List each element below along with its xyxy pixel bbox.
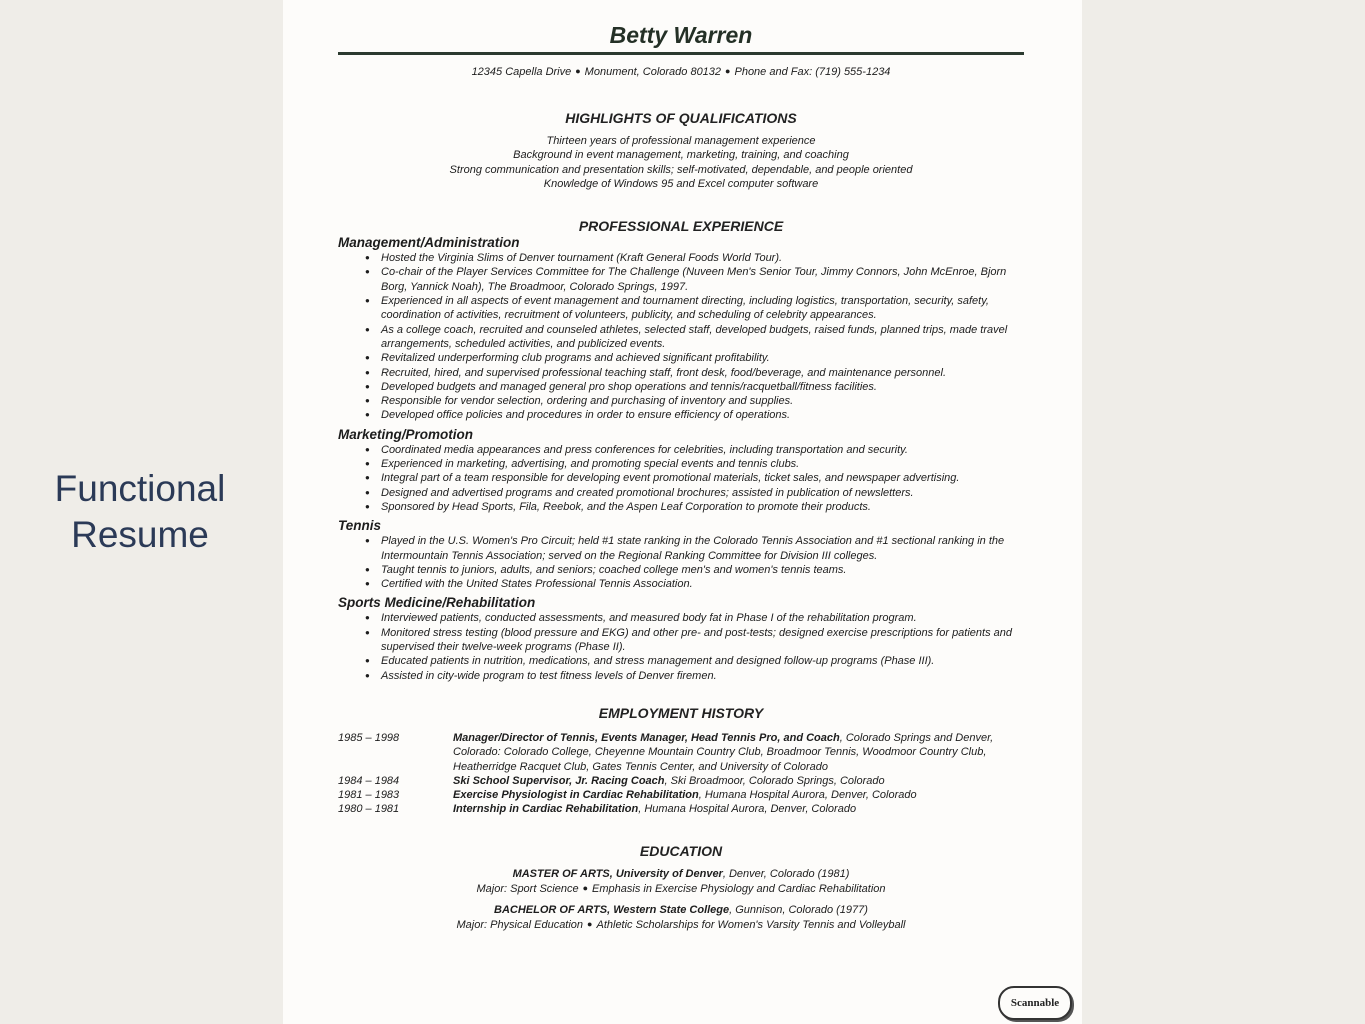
major-line	[338, 918, 1024, 933]
bullet-item: ● Played in the U.S. Women's Pro Circuit; held #1 state ranking in the Colorado Tennis Association and #1 sectional ranking in the Intermountain Tennis Association; served on the Regional Ranking Committee for Division III colleges.	[381, 534, 1024, 563]
bullet-list	[338, 534, 1024, 591]
employment-years: 1984 – 1984	[338, 774, 400, 787]
employment-details: , Colorado Springs and Denver, Colorado: Colorado College, Cheyenne Mountain Country Club, Broadmoor Tennis, Woodmoor Country Club, Heatherridge Racquet Club, Gates Tennis Center, and University of Colorado	[453, 731, 994, 773]
employment-text	[453, 802, 1024, 816]
category-heading: Marketing/Promotion	[338, 426, 474, 442]
degree-line	[338, 867, 1024, 882]
education-title: EDUCATION	[639, 842, 723, 859]
employment-years: 1980 – 1981	[338, 803, 400, 816]
degree-emphasis: Emphasis in Exercise Physiology and Cardiac Rehabilitation	[592, 882, 886, 895]
scannable-badge: Scannable	[998, 986, 1072, 1020]
bullet-icon: ●	[725, 66, 731, 76]
bullet-item: ● Interviewed patients, conducted assessments, and measured body fat in Phase I of the rehabilitation program.	[381, 611, 1024, 625]
bullet-item: ● Integral part of a team responsible for developing event promotional materials, ticket sales, and newspaper advertising.	[381, 471, 1024, 485]
resume-page	[283, 0, 1082, 1024]
bullet-item: ● Designed and advertised programs and created promotional brochures; assisted in publication of newsletters.	[381, 486, 1024, 500]
employment-position: Exercise Physiologist in Cardiac Rehabilitation	[453, 789, 699, 802]
category-heading: Management/Administration	[338, 235, 520, 251]
employment-position: Manager/Director of Tennis, Events Manager, Head Tennis Pro, and Coach	[453, 731, 840, 744]
contact-city: Monument, Colorado 80132	[584, 66, 722, 78]
employment-text	[453, 731, 1024, 774]
employment-details: , Humana Hospital Aurora, Denver, Colorado	[638, 803, 857, 816]
employment-years: 1985 – 1998	[338, 731, 400, 744]
employment-row	[338, 802, 1024, 816]
highlights-section	[338, 110, 1024, 191]
header-rule	[338, 52, 1024, 55]
bullet-icon: ●	[582, 882, 589, 893]
contact-address: 12345 Capella Drive	[471, 66, 572, 78]
resume-content	[338, 20, 1024, 933]
experience-title: PROFESSIONAL EXPERIENCE	[578, 218, 784, 235]
degree-name: MASTER OF ARTS, University of Denver	[512, 867, 723, 880]
highlight-item: Strong communication and presentation skills; self-motivated, dependable, and people oriented	[449, 163, 913, 176]
experience-section	[338, 218, 1024, 683]
resume-name: Betty Warren	[609, 22, 753, 48]
bullet-item: ● Revitalized underperforming club programs and achieved significant profitability.	[381, 351, 1024, 365]
degree-major: Major: Physical Education	[456, 918, 584, 931]
degree-location: , Denver, Colorado (1981)	[722, 867, 850, 880]
degree-location: , Gunnison, Colorado (1977)	[729, 903, 868, 916]
degree-emphasis: Athletic Scholarships for Women's Varsity Tennis and Volleyball	[596, 918, 906, 931]
slide-title: Functional Resume	[54, 468, 226, 555]
bullet-item: ● Developed budgets and managed general pro shop operations and tennis/racquetball/fitness facilities.	[381, 380, 1024, 394]
bullet-item: ● Responsible for vendor selection, ordering and purchasing of inventory and supplies.	[381, 394, 1024, 408]
bullet-item: ● Co-chair of the Player Services Committee for The Challenge (Nuveen Men's Senior Tour, Jimmy Connors, John McEnroe, Bjorn Borg, Yannick Noah), The Broadmoor, Colorado Springs, 1997.	[381, 265, 1024, 294]
degree-name: BACHELOR OF ARTS, Western State College	[494, 903, 730, 916]
category-heading: Sports Medicine/Rehabilitation	[338, 595, 536, 611]
bullet-item: ● Hosted the Virginia Slims of Denver tournament (Kraft General Foods World Tour).	[381, 251, 1024, 265]
employment-text	[453, 774, 1024, 788]
bullet-item: ● Educated patients in nutrition, medications, and stress management and designed follow-up programs (Phase III).	[381, 654, 1024, 668]
bullet-icon: ●	[587, 918, 593, 929]
bullet-item: ● Sponsored by Head Sports, Fila, Reebok, and the Aspen Leaf Corporation to promote their products.	[381, 500, 1024, 514]
highlight-item: Thirteen years of professional management experience	[546, 135, 816, 147]
highlight-item: Background in event management, marketing, training, and coaching	[513, 149, 849, 162]
highlight-item: Knowledge of Windows 95 and Excel computer software	[543, 177, 819, 190]
employment-position: Ski School Supervisor, Jr. Racing Coach	[453, 774, 665, 787]
bullet-item: ● Certified with the United States Professional Tennis Association.	[381, 577, 1024, 591]
bullet-list	[338, 251, 1024, 423]
bullet-item: ● Recruited, hired, and supervised professional teaching staff, front desk, food/beverage, and maintenance personnel.	[381, 366, 1024, 380]
employment-details: , Humana Hospital Aurora, Denver, Colorado	[698, 789, 917, 802]
bullet-list	[338, 611, 1024, 682]
bullet-item: ● Assisted in city-wide program to test fitness levels of Denver firemen.	[381, 669, 1024, 683]
bullet-item: ● Developed office policies and procedures in order to ensure efficiency of operations.	[381, 408, 1024, 422]
employment-section	[338, 705, 1024, 817]
bullet-item: ● As a college coach, recruited and counseled athletes, selected staff, developed budgets, raised funds, planned trips, made travel arrangements, scheduled activities, and publicized events.	[381, 323, 1024, 352]
employment-text	[453, 788, 1024, 802]
employment-list	[338, 731, 1024, 817]
bullet-icon: ●	[575, 66, 581, 76]
category-heading: Tennis	[338, 518, 382, 534]
degree-line	[338, 903, 1024, 918]
highlights-title: HIGHLIGHTS OF QUALIFICATIONS	[565, 110, 797, 126]
employment-row	[338, 788, 1024, 802]
bullet-item: ● Experienced in marketing, advertising, and promoting special events and tennis clubs.	[381, 457, 1024, 471]
bullet-item: ● Coordinated media appearances and press conferences for celebrities, including transportation and security.	[381, 443, 1024, 457]
degree-major: Major: Sport Science	[476, 882, 579, 895]
bullet-item: ● Experienced in all aspects of event management and tournament directing, including logistics, transportation, security, safety, coordination of activities, recruitment of volunteers, publicity, and scheduling of celebrity appearances.	[381, 294, 1024, 323]
employment-row	[338, 731, 1024, 774]
bullet-item: ● Taught tennis to juniors, adults, and seniors; coached college men's and women's tennis teams.	[381, 563, 1024, 577]
employment-years: 1981 – 1983	[338, 789, 400, 802]
education-section	[338, 843, 1024, 933]
major-line	[338, 882, 1024, 897]
contact-line	[338, 66, 1024, 78]
bullet-item: ● Monitored stress testing (blood pressure and EKG) and other pre- and post-tests; designed exercise prescriptions for patients and supervised their twelve-week programs (Phase II).	[381, 626, 1024, 655]
contact-phone: Phone and Fax: (719) 555-1234	[734, 66, 891, 78]
highlights-list	[338, 134, 1024, 191]
bullet-list	[338, 443, 1024, 514]
employment-details: , Ski Broadmoor, Colorado Springs, Colorado	[664, 774, 885, 787]
employment-position: Internship in Cardiac Rehabilitation	[453, 803, 639, 816]
employment-title: EMPLOYMENT HISTORY	[598, 704, 764, 721]
employment-row	[338, 774, 1024, 788]
